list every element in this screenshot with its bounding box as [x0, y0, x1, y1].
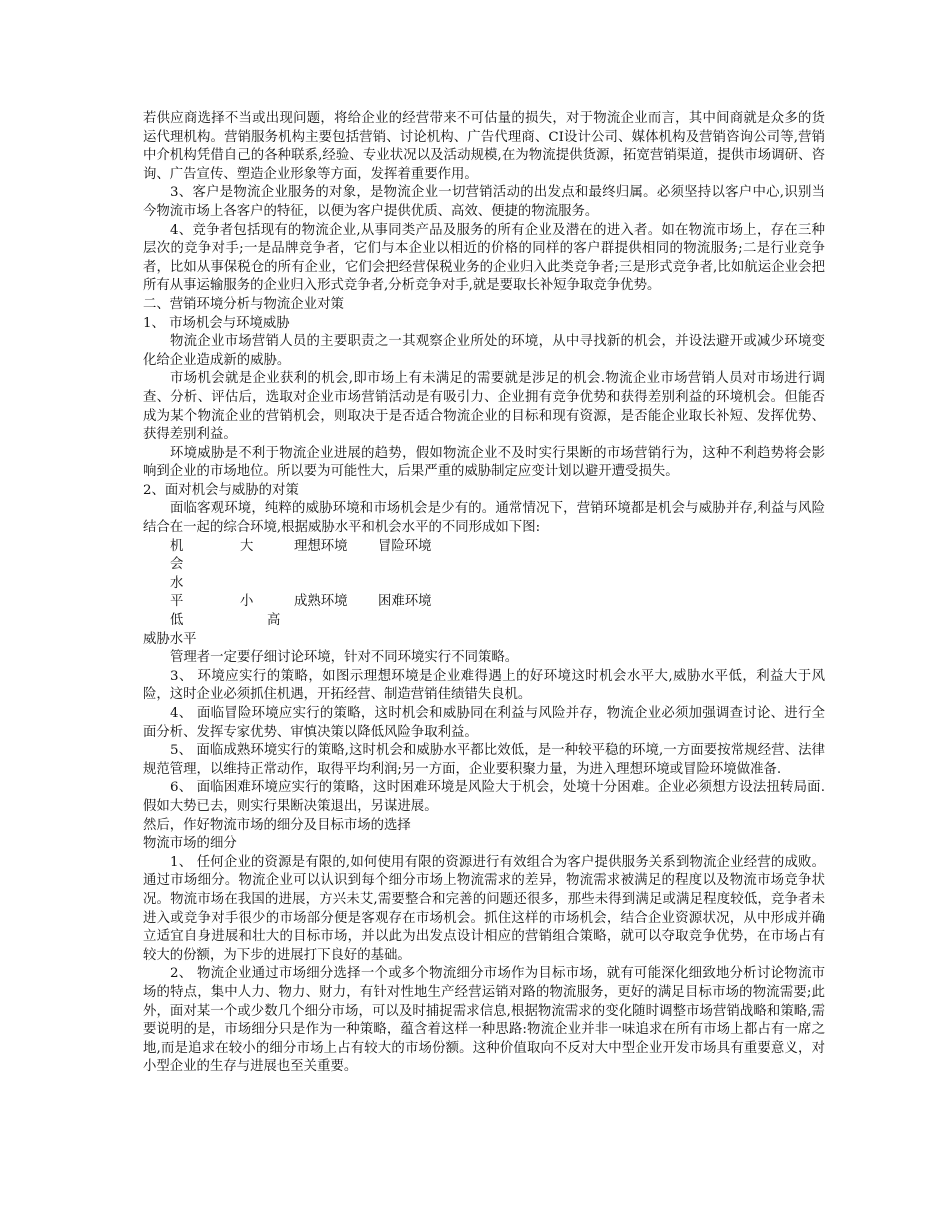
paragraph: 3、客户是物流企业服务的对象，是物流企业一切营销活动的出发点和最终归属。必须坚持以客户中心,识别当今物流市场上各客户的特征，以便为客户提供优质、高效、便捷的物流服务。 [143, 185, 825, 219]
paragraph: 物流企业市场营销人员的主要职责之一其观察企业所处的环境，从中寻找新的机会，并设法避开或减少环境变化给企业造成新的威胁。 [143, 334, 825, 368]
matrix-row-low-label: 小 [240, 594, 254, 610]
paragraph: 面临客观环境，纯粹的威胁环境和市场机会是少有的。通常情况下，营销环境都是机会与威胁并存,利益与风险结合在一起的综合环境,根据威胁水平和机会水平的不同形成如下图: [143, 501, 825, 536]
paragraph: 3、 环境应实行的策略，如图示理想环境是企业难得遇上的好环境这时机会水平大,威胁水平低，利益大于风险，这时企业必须抓住机遇，开拓经营、制造营销佳绩错失良机。 [143, 668, 825, 703]
matrix-cell-difficult: 困难环境 [378, 594, 432, 610]
section-heading: 二、营销环境分析与物流企业对策 [143, 296, 344, 312]
matrix-x-high-label: 高 [267, 613, 281, 629]
paragraph: 管理者一定要仔细讨论环境，针对不同环境实行不同策略。 [170, 650, 519, 666]
paragraph: 5、 面临成熟环境实行的策略,这时机会和威胁水平都比效低，是一种较平稳的环境,一方面要按常规经营、法律规范管理，以维持正常动作，取得平均利润;另一方面，企业要积聚力量，为进入理想环境或冒险环境做准备. [143, 743, 825, 777]
subsection-heading: 1、 市场机会与环境威胁 [143, 315, 290, 331]
paragraph: 若供应商选择不当或出现问题，将给企业的经营带来不可估量的损失，对于物流企业而言，其中间商就是众多的货运代理机构。营销服务机构主要包括营销、讨论机构、广告代理商、CI设计公司、媒体机构及营销咨询公司等,营销中介机构凭借自己的各种联系,经验、专业状况以及活动规模,在为物流提供货源，拓宽营销渠道，提供市场调研、咨询、广告宣传、塑造企业形象等方面，发挥着重要作用。 [143, 111, 825, 182]
paragraph: 1、 任何企业的资源是有限的,如何使用有限的资源进行有效组合为客户提供服务关系到物流企业经营的成败。通过市场细分。物流企业可以认识到每个细分市场上物流需求的差异，物流需求被满足的程度以及物流市场竞争状况。物流市场在我国的进展，方兴未艾,需要整合和完善的问题还很多，那些未得到满足或满足程度较低，竞争者未进入或竞争对手很少的市场部分便是客观存在市场机会。抓住这样的市场机会，结合企业资源状况，从中形成并确立适宜自身进展和壮大的目标市场，并以此为出发点设计相应的营销组合策略，就可以夺取竞争优势，在市场占有较大的份额，为下步的进展打下良好的基础。 [143, 854, 825, 963]
environment-matrix [143, 538, 825, 631]
matrix-cell-mature: 成熟环境 [294, 594, 348, 610]
matrix-y-axis-char: 会 [170, 557, 184, 573]
matrix-cell-risk: 冒险环境 [378, 538, 432, 554]
section-heading: 然后，作好物流市场的细分及目标市场的选择 [143, 817, 411, 833]
paragraph: 环境威胁是不利于物流企业进展的趋势，假如物流企业不及时实行果断的市场营销行为，这种不利趋势将会影响到企业的市场地位。所以要为可能性大，后果严重的威胁制定应变计划以避开遭受损失。 [143, 445, 825, 480]
paragraph: 2、 物流企业通过市场细分选择一个或多个物流细分市场作为目标市场，就有可能深化细致地分析讨论物流市场的特点，集中人力、物力、财力，有针对性地生产经营运销对路的物流服务，更好的满足目标市场的物流需要;此外，面对某一个或少数几个细分市场，可以及时捕捉需求信息,根据物流需求的变化随时调整市场营销战略和策略,需要说明的是，市场细分只是作为一种策略，蕴含着这样一种思路:物流企业并非一味追求在所有市场上都占有一席之地,而是追求在较小的细分市场上占有较大的市场份额。这种价值取向不反对大中型企业开发市场具有重要意义，对小型企业的生存与进展也至关重要。 [143, 966, 825, 1075]
paragraph: 4、 面临冒险环境应实行的策略，这时机会和威胁同在利益与风险并存，物流企业必须加强调查讨论、进行全面分析、发挥专家优势、审慎决策以降低风险争取利益。 [143, 706, 825, 740]
matrix-y-axis-char: 机 [170, 538, 184, 554]
matrix-x-low-label: 低 [170, 613, 184, 629]
paragraph: 市场机会就是企业获利的机会,即市场上有未满足的需要就是涉足的机会.物流企业市场营销人员对市场进行调查、分析、评估后，选取对企业市场营销活动是有吸引力、企业拥有竞争优势和获得差别利益的环境机会。但能否成为某个物流企业的营销机会，则取决于是否适合物流企业的目标和现有资源，是否能企业取长补短、发挥优势、获得差别利益。 [143, 371, 825, 443]
subsection-heading: 2、面对机会与威胁的对策 [143, 482, 299, 498]
matrix-x-axis-title: 威胁水平 [143, 631, 197, 647]
matrix-row-high-label: 大 [240, 538, 254, 554]
document-body [143, 110, 825, 1077]
matrix-cell-ideal: 理想环境 [294, 538, 348, 554]
paragraph: 6、 面临困难环境应实行的策略，这时困难环境是风险大于机会，处境十分困难。企业必须想方设法扭转局面.假如大势已去，则实行果断决策退出，另谋进展。 [143, 780, 825, 814]
paragraph: 4、竞争者包括现有的物流企业,从事同类产品及服务的所有企业及潜在的进入者。如在物流市场上，存在三种层次的竞争对手;一是品牌竞争者，它们与本企业以相近的价格的同样的客户群提供相同的物流服务;二是行业竞争者，比如从事保税仓的所有企业，它们会把经营保税业务的企业归入此类竞争者;三是形式竞争者,比如航运企业会把所有从事运输服务的企业归入形式竞争者,分析竞争对手,就是要取长补短争取竞争优势。 [143, 222, 825, 294]
matrix-y-axis-char: 水 [170, 575, 184, 591]
subsection-heading: 物流市场的细分 [143, 836, 237, 852]
matrix-y-axis-char: 平 [170, 594, 184, 610]
